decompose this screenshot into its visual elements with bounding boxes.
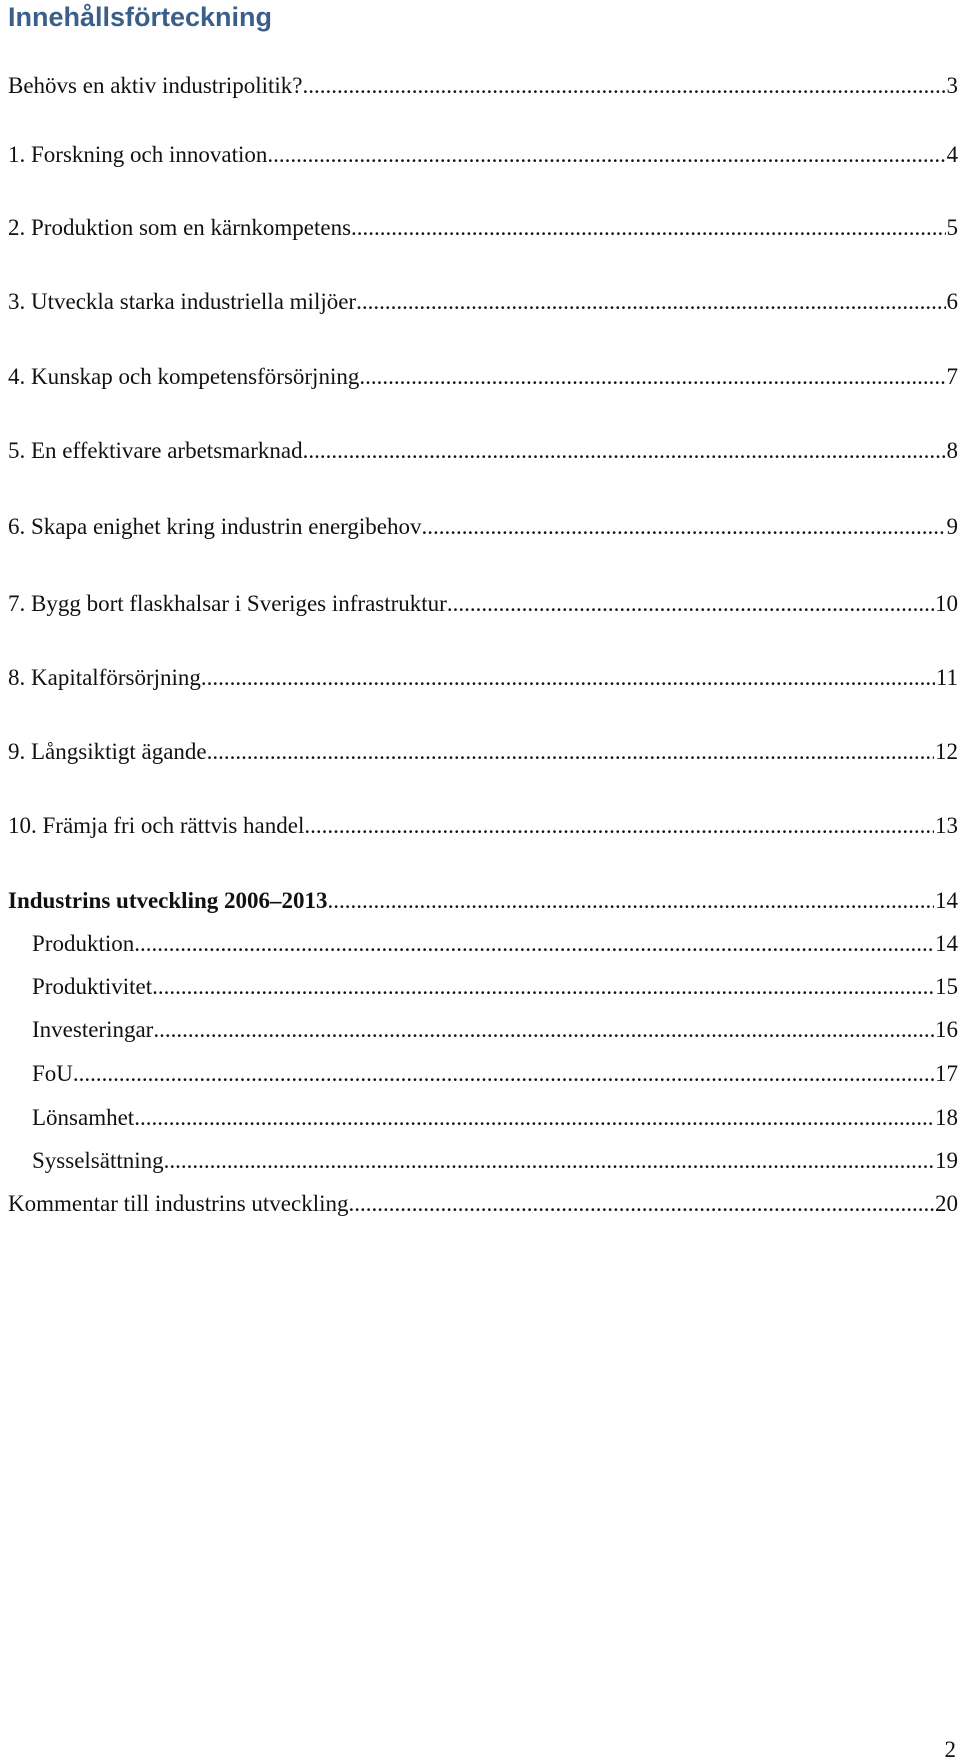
- toc-subentry[interactable]: [32, 973, 958, 1001]
- dot-leader: [303, 437, 946, 465]
- toc-entry[interactable]: [8, 1190, 958, 1218]
- toc-heading: Innehållsförteckning: [8, 2, 273, 32]
- toc-entry-page: 12: [935, 739, 958, 764]
- toc-entry-page: 11: [935, 665, 958, 690]
- toc-subentry[interactable]: [32, 1147, 958, 1175]
- toc-entry-title: Industrins utveckling 2006–2013: [8, 888, 328, 913]
- dot-leader: [267, 141, 945, 169]
- toc-entry-page: 17: [935, 1061, 958, 1086]
- toc-entry-page: 7: [946, 364, 958, 389]
- dot-leader: [328, 887, 934, 915]
- toc-entry[interactable]: [8, 141, 958, 169]
- dot-leader: [73, 1060, 934, 1088]
- page-number: 2: [944, 1737, 956, 1762]
- toc-entry[interactable]: [8, 664, 958, 692]
- toc-entry-page: 3: [946, 73, 958, 98]
- dot-leader: [153, 1016, 934, 1044]
- toc-entry-title: 8. Kapitalförsörjning: [8, 665, 201, 690]
- dot-leader: [359, 363, 945, 391]
- toc-entry-page: 9: [946, 514, 958, 539]
- toc-entry-title: Behövs en aktiv industripolitik?: [8, 73, 303, 98]
- toc-entry-title: 7. Bygg bort flaskhalsar i Sveriges infrastruktur: [8, 591, 447, 616]
- dot-leader: [422, 513, 946, 541]
- toc-entry-page: 15: [935, 974, 958, 999]
- toc-entry-title: 6. Skapa enighet kring industrin energibehov: [8, 514, 422, 539]
- toc-entry-title: Sysselsättning: [32, 1148, 164, 1173]
- toc-entry[interactable]: [8, 72, 958, 100]
- toc-entry-page: 5: [946, 215, 958, 240]
- toc-entry[interactable]: [8, 437, 958, 465]
- dot-leader: [349, 1190, 935, 1218]
- toc-entry[interactable]: [8, 590, 958, 618]
- toc-entry-title: 5. En effektivare arbetsmarknad: [8, 438, 303, 463]
- dot-leader: [164, 1147, 934, 1175]
- toc-entry-page: 13: [935, 813, 958, 838]
- toc-entry-title: 1. Forskning och innovation: [8, 142, 268, 167]
- dot-leader: [134, 930, 934, 958]
- toc-entry[interactable]: [8, 288, 958, 316]
- dot-leader: [304, 812, 934, 840]
- toc-entry-page: 14: [935, 888, 958, 913]
- dot-leader: [303, 72, 946, 100]
- toc-entry-title: Investeringar: [32, 1017, 154, 1042]
- dot-leader: [447, 590, 934, 618]
- toc-entry-page: 20: [935, 1191, 958, 1216]
- toc-entry[interactable]: [8, 738, 958, 766]
- toc-entry-title: FoU: [32, 1061, 73, 1086]
- toc-entry[interactable]: [8, 214, 958, 242]
- toc-entry-title: Produktivitet: [32, 974, 153, 999]
- toc-entry-section[interactable]: [8, 887, 958, 915]
- toc-entry[interactable]: [8, 513, 958, 541]
- toc-entry-page: 10: [935, 591, 958, 616]
- toc-entry-title: 3. Utveckla starka industriella miljöer: [8, 289, 357, 314]
- toc-subentry[interactable]: [32, 1060, 958, 1088]
- dot-leader: [152, 973, 934, 1001]
- toc-entry-page: 14: [935, 931, 958, 956]
- dot-leader: [201, 664, 935, 692]
- toc-entry[interactable]: [8, 363, 958, 391]
- toc-entry-page: 18: [935, 1105, 958, 1130]
- dot-leader: [207, 738, 934, 766]
- toc-entry-title: 4. Kunskap och kompetensförsörjning: [8, 364, 360, 389]
- toc-entry-title: 10. Främja fri och rättvis handel: [8, 813, 305, 838]
- toc-subentry[interactable]: [32, 930, 958, 958]
- toc-entry-title: 2. Produktion som en kärnkompetens: [8, 215, 352, 240]
- dot-leader: [356, 288, 945, 316]
- dot-leader: [134, 1104, 934, 1132]
- toc-entry-title: Lönsamhet: [32, 1105, 135, 1130]
- toc-entry-title: Produktion: [32, 931, 135, 956]
- toc-entry-title: Kommentar till industrins utveckling: [8, 1191, 349, 1216]
- toc-entry-title: 9. Långsiktigt ägande: [8, 739, 207, 764]
- toc-entry-page: 4: [946, 142, 958, 167]
- toc-subentry[interactable]: [32, 1104, 958, 1132]
- toc-entry-page: 19: [935, 1148, 958, 1173]
- toc-entry-page: 16: [935, 1017, 958, 1042]
- dot-leader: [351, 214, 945, 242]
- toc-subentry[interactable]: [32, 1016, 958, 1044]
- toc-entry-page: 6: [946, 289, 958, 314]
- toc-entry-page: 8: [946, 438, 958, 463]
- toc-entry[interactable]: [8, 812, 958, 840]
